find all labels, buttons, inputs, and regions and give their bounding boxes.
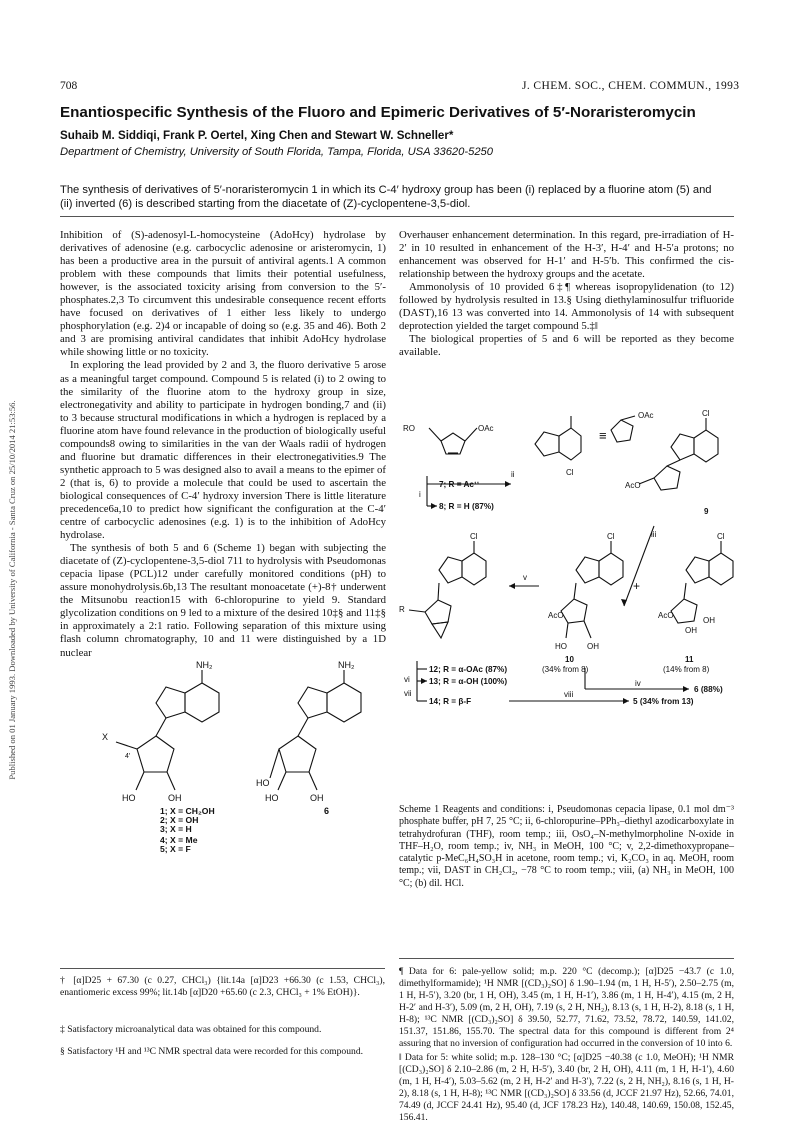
yield-label: (14% from 8) bbox=[663, 665, 710, 674]
oh-label: OH bbox=[703, 616, 715, 625]
reagent-label: iv bbox=[635, 679, 641, 688]
scheme-caption: Scheme 1 Reagents and conditions: i, Pseudomonas cepacia lipase, 0.1 mol dm⁻³ phosphate buffer, pH 7, 25 °C; ii, 6-chloropurine–PPh₃–diethyl azodicarboxylate in tetrahydrofuran (THF), room temp.; iii, OsO₄–N-methylmorpholine N-oxide in THF–H₂O, room temp.; iv, NH₃ in MeOH, 100 °C; v, 2,2-dimethoxypropane–catalytic p-MeC₆H₄SO₃H in acetone, room temp.; vi, K₂CO₃ in aq. MeOH, room temp.; vii, DAST in CH₂Cl₂, −78 °C to room temp.; viii, (a) NH₃ in MeOH, 100 °C; (b) dil. HCl. bbox=[399, 804, 734, 889]
cl-label: Cl bbox=[566, 468, 574, 477]
aco-label: AcO bbox=[625, 481, 641, 490]
compound-label: 5 (34% from 13) bbox=[633, 697, 694, 706]
structures-figure bbox=[60, 660, 390, 835]
yield-label: (34% from 8) bbox=[542, 665, 589, 674]
oh-label: OH bbox=[685, 626, 697, 635]
abstract: The synthesis of derivatives of 5′-noraristeromycin 1 in which its C-4′ hydroxy group has been (i) replaced by a fluorine atom (5) and (ii) inverted (6) is described starting from the diacetate of (Z)-cyclopentene-3,5-diol. bbox=[60, 184, 712, 211]
author-list: Suhaib M. Siddiqi, Frank P. Oertel, Xing Chen and Stewart W. Schneller* bbox=[60, 129, 454, 142]
paragraph: In exploring the lead provided by 2 and 3, the fluoro derivative 5 arose as a meaningful target compound. Compound 5 is related (i) to 2 owing to the similarity of the fluorine atom to the hydroxy group in size, electronegativity and ability to participate in hydrogen bonding,7 and (ii) to 3 because structural modifications in which a hydrogen is replaced by a fluorine atom have found relevance in the production of biologically useful compounds8 owing to similarities in the van der Waals radii of hydrogen and fluorine but dramatic differences in their electronegativities.9 The synthetic approach to 5 was designed also to avail a means to the epimer of 2 (that is, 6) to provide a molecule that could be used to ascertain the biological consequences of C-4′ hydroxy inversion There is little literature precedence6a,10 to predict how significant the configuration at the C-4′ centre of carbocyclic adenosines (e.g. 1) is to the inhibition of AdoHcy hydrolase. bbox=[60, 359, 386, 542]
reagent-label: v bbox=[523, 573, 527, 582]
nh2-label: NH₂ bbox=[196, 660, 213, 670]
ro-label: RO bbox=[403, 424, 415, 433]
ho-label: HO bbox=[256, 778, 270, 788]
oac-label: OAc bbox=[638, 411, 654, 420]
article-title: Enantiospecific Synthesis of the Fluoro and Epimeric Derivatives of 5′-Noraristeromycin bbox=[60, 104, 696, 121]
reagent-label: i bbox=[419, 490, 421, 499]
compound-number: 9 bbox=[704, 507, 709, 516]
nh2-label: NH₂ bbox=[338, 660, 355, 670]
paragraph: The synthesis of both 5 and 6 (Scheme 1) began with subjecting the diacetate of (Z)-cyclopentene-3,5-diol 711 to hydrolysis with Pseudomonas cepacia lipase (PCL)12 under carefully monitored conditions (pH) to assure monohydrolysis.6b,13 The resultant monoacetate (+)-8† underwent the Mitsunobu reaction15 with 6-chloropurine to yield 9. Standard glycolization conditions on 9 led to a mixture of the desired 10‡§ and 11‡§ in approximately a 2:1 ratio. Following separation of this mixture using flash column chromatography, 10 and 11 were distinguished by a 1D nuclear bbox=[60, 542, 386, 659]
compound-label: 8; R = H (87%) bbox=[439, 502, 494, 511]
abstract-rule bbox=[60, 216, 734, 217]
oh-label: OH bbox=[310, 793, 324, 803]
paragraph: Inhibition of (S)-adenosyl-L-homocysteine (AdoHcy) hydrolase by derivatives of adenosine (e.g. carbocyclic adenosine or aristeromycin, 1) has been a productive area in the pursuit of antiviral agents.1 A common problem with these compounds that limits their potential usefulness, however, is the associated toxicity arising from conversion to the 5′-phosphates.2,3 To circumvent this undesirable consequence recent efforts have focused on derivatives of 1 either less likely to undergo phosphorylation (e.g. 2)4 or incapable of doing so (e.g. 35 and 46). Both 2 and 3 are promising antiviral candidates that inhibit AdoHcy hydrolase while showing little or no toxicity. bbox=[60, 229, 386, 359]
cl-label: Cl bbox=[717, 532, 725, 541]
x-label: X bbox=[102, 732, 109, 742]
download-notice: Published on 01 January 1993. Downloaded by University of California - Santa Cruz on 25/10/2014 21:53:56. bbox=[7, 400, 17, 780]
aco-label: AcO bbox=[548, 611, 564, 620]
body-column-left bbox=[60, 229, 386, 660]
compound-number: 10 bbox=[565, 655, 574, 664]
compound-label: 13; R = α-OH (100%) bbox=[429, 677, 508, 686]
legend-entry: 3; X = H bbox=[160, 824, 192, 834]
legend-entry: 5; X = F bbox=[160, 844, 191, 854]
legend-entry: 4; X = Me bbox=[160, 835, 198, 845]
footnote-section: § Satisfactory ¹H and ¹³C NMR spectral data were recorded for this compound. bbox=[60, 1046, 364, 1057]
cl-label: Cl bbox=[702, 409, 710, 418]
paragraph: The biological properties of 5 and 6 will be reported as they become available. bbox=[399, 333, 734, 359]
compound-number: 11 bbox=[685, 655, 694, 664]
oh-label: OH bbox=[587, 642, 599, 651]
page-number: 708 bbox=[60, 80, 78, 92]
compound-label: 6 (88%) bbox=[694, 685, 723, 694]
journal-header: J. CHEM. SOC., CHEM. COMMUN., 1993 bbox=[522, 80, 740, 92]
r-label: R bbox=[399, 605, 405, 614]
paragraph: Ammonolysis of 10 provided 6‡¶ whereas isopropylidenation (to 12) followed by hydrolysis resulted in 13.§ Using diethylaminosulfur trifluoride (DAST),16 13 was converted into 14. Ammonolysis of 14 with subsequent deprotection yielded the target compound 5.‡‖ bbox=[399, 281, 734, 333]
compound-label: 7; R = Ac¹¹ bbox=[439, 480, 480, 489]
legend-entry: 2; X = OH bbox=[160, 815, 199, 825]
reagent-label: viii bbox=[564, 690, 574, 699]
affiliation: Department of Chemistry, University of South Florida, Tampa, Florida, USA 33620-5250 bbox=[60, 146, 493, 158]
footnote-6: ¶ Data for 6: pale-yellow solid; m.p. 220 °C (decomp.); [α]D25 −43.7 (c 1.0, dimethylformamide); ¹H NMR [(CD₃)₂SO] δ 1.90–1.94 (m, 1 H, H-5′), 2.50–2.75 (m, 1 H, H-5′), 3.20 (br, 1 H, OH), 3.45 (m, 1 H, H-1′), 3.86 (m, 1 H, H-4′), 4.15 (m, 2 H, H-2′ and H-3′), 5.09 (m, 2 H, OH), 7.19 (s, 2 H, NH₂), 8.13 (s, 1 H, H-2), 8.18 (s, 1 H, H-8); ¹³C NMR [(CD₃)₂SO] δ 39.50, 52.77, 71.62, 73.52, 78.72, 140.59, 141.02, 151.37, 151.86, 155.70. The spectral data for this compound is different from 2⁴ assuring that no inversion of configuration had occurred in the conversion of 10 into 6. bbox=[399, 966, 734, 1049]
paragraph: Overhauser enhancement determination. In this regard, pre-irradiation of H-2′ in 10 resulted in enhancement of the H-3′, H-4′ and H-5′a protons; no enhancement was observed for H-1′ and H-5′b. This confirmed the cis-relationship between the hydroxy groups and the acetate. bbox=[399, 229, 734, 281]
reagent-label: ii bbox=[511, 470, 515, 479]
body-column-right bbox=[399, 229, 734, 359]
ho-label: HO bbox=[265, 793, 279, 803]
cl-label: Cl bbox=[470, 532, 478, 541]
footnote-rule bbox=[399, 958, 734, 959]
compound-label: 14; R = β-F bbox=[429, 697, 472, 706]
footnote-5: ‖ Data for 5: white solid; m.p. 128–130 °C; [α]D25 −40.38 (c 1.0, MeOH); ¹H NMR [(CD₃)₂SO] δ 2.10–2.86 (m, 2 H, H-5′), 3.40 (br, 2 H, OH), 4.11 (m, 1 H, H-1′), 4.60 (m, 1 H, H-4′), 5.03–5.62 (m, 2 H, H-2′ and H-3′), 7.22 (s, 2 H, NH₂), 8.16 (s, 1 H, H-2), 8.18 (s, 1 H, H-8); ¹³C NMR [(CD₃)₂SO] δ 33.56 (d, JCCF 21.97 Hz), 52.66, 74.01, 74.49 (d, JCCF 24.41 Hz), 95.40 (d, JCF 178.23 Hz), 140.48, 140.69, 150.08, 152.45, 156.41. bbox=[399, 1052, 734, 1123]
legend-entry: 1; X = CH₂OH bbox=[160, 806, 215, 816]
oac-label: OAc bbox=[478, 424, 494, 433]
oh-label: OH bbox=[168, 793, 182, 803]
position-label: 4′ bbox=[125, 753, 131, 760]
ho-label: HO bbox=[122, 793, 136, 803]
ho-label: HO bbox=[555, 642, 567, 651]
aco-label: AcO bbox=[658, 611, 674, 620]
compound-label: 12; R = α-OAc (87%) bbox=[429, 665, 508, 674]
reagent-label: iii bbox=[651, 530, 657, 539]
footnote-rule bbox=[60, 968, 385, 969]
reagent-label: vi bbox=[404, 675, 410, 684]
plus-sign: + bbox=[633, 579, 641, 593]
compound-number: 6 bbox=[324, 806, 330, 816]
legend-continued bbox=[160, 836, 198, 854]
reagent-label: vii bbox=[404, 689, 412, 698]
equivalence-sign: ≡ bbox=[599, 428, 607, 443]
footnote-dagger: † [α]D25 + 67.30 (c 0.27, CHCl₃) {lit.14a [α]D23 +66.30 (c 1.53, CHCl₃), enantiomeric excess 99%; lit.14b [α]D20 +65.60 (c 2.3, CHCl₃ + 1% EtOH)}. bbox=[60, 975, 385, 998]
footnote-ddagger: ‡ Satisfactory microanalytical data was obtained for this compound. bbox=[60, 1024, 322, 1035]
scheme-1-figure bbox=[399, 406, 734, 801]
cl-label: Cl bbox=[607, 532, 615, 541]
